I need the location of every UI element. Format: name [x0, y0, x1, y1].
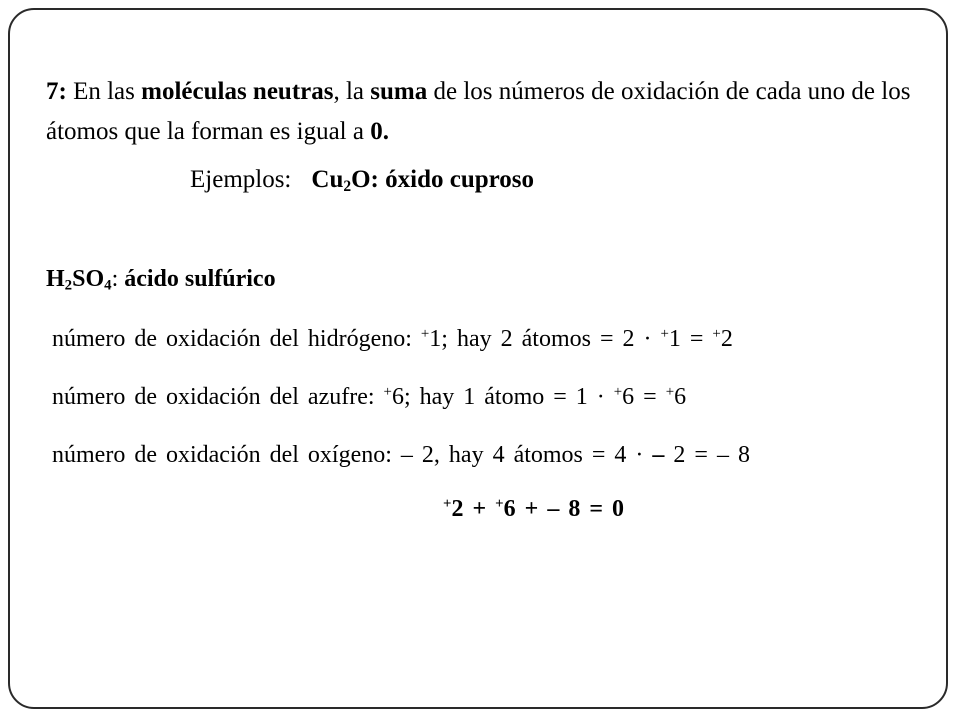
compound-name-h2so4: ácido sulfúrico	[124, 266, 276, 292]
oxidation-sum: +2 + +6 + – 8 = 0	[443, 495, 625, 522]
rule-paragraph	[46, 72, 926, 152]
rule-text-2: , la	[333, 78, 371, 105]
rule-number: 7:	[46, 78, 67, 105]
formula-cu2o: $Cu_2O$:	[311, 166, 379, 195]
hydrogen-line: número de oxidación del hidrógeno: +1; hay 2 átomos = 2 · +1 = +2	[52, 325, 733, 352]
example-cu2o	[190, 166, 534, 194]
rule-bold-sum: suma	[370, 78, 428, 105]
rule-text-3: de los números de oxidación de cada uno de los átomos que la forman es igual a	[46, 78, 911, 145]
heading-colon: :	[111, 266, 125, 292]
compound-name-cu2o: óxido cuproso	[378, 166, 535, 193]
rule-bold-zero: 0.	[370, 118, 389, 145]
sulfur-line: número de oxidación del azufre: +6; hay 1 átomo = 1 · +6 = +6	[52, 383, 687, 410]
oxygen-line: número de oxidación del oxígeno: – 2, hay 4 átomos = 4 · – 2 = – 8	[52, 442, 750, 468]
rule-text-1: En las	[66, 78, 142, 105]
example-h2so4-heading	[46, 266, 276, 293]
examples-label: Ejemplos:	[190, 166, 292, 193]
rule-bold-molecules: moléculas neutras	[141, 78, 334, 105]
formula-h2so4: $H_2SO_4$	[46, 266, 112, 294]
